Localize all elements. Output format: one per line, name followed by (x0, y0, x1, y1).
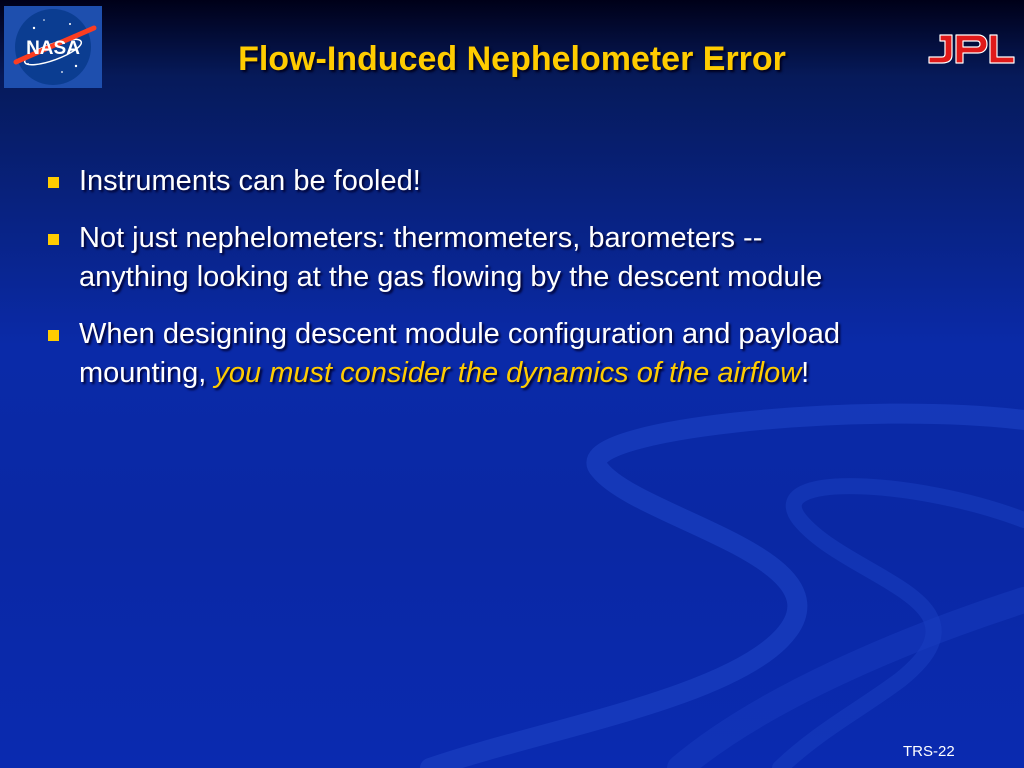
bullet-list (44, 162, 1004, 411)
nasa-logo-text: NASA (26, 38, 80, 59)
bullet-text-line-1: Not just nephelometers: thermometers, barometers -- (79, 222, 763, 254)
bullet-emphasis-text: you must consider the dynamics of the airflow (214, 357, 802, 389)
bullet-item (44, 162, 1004, 201)
square-bullet-icon (48, 177, 59, 188)
square-bullet-icon (48, 234, 59, 245)
square-bullet-icon (48, 330, 59, 341)
bullet-text-line-1: When designing descent module configuration and payload (79, 318, 840, 350)
bullet-item (44, 315, 1004, 393)
bullet-text-prefix: mounting, (79, 357, 215, 389)
bullet-text-line-2: anything looking at the gas flowing by the descent module (79, 261, 823, 293)
slide-number: TRS-22 (903, 743, 955, 760)
bullet-text: Instruments can be fooled! (79, 165, 421, 197)
bullet-item (44, 219, 1004, 297)
slide-title: Flow-Induced Nephelometer Error (238, 40, 786, 78)
bullet-text-suffix: ! (801, 357, 810, 389)
